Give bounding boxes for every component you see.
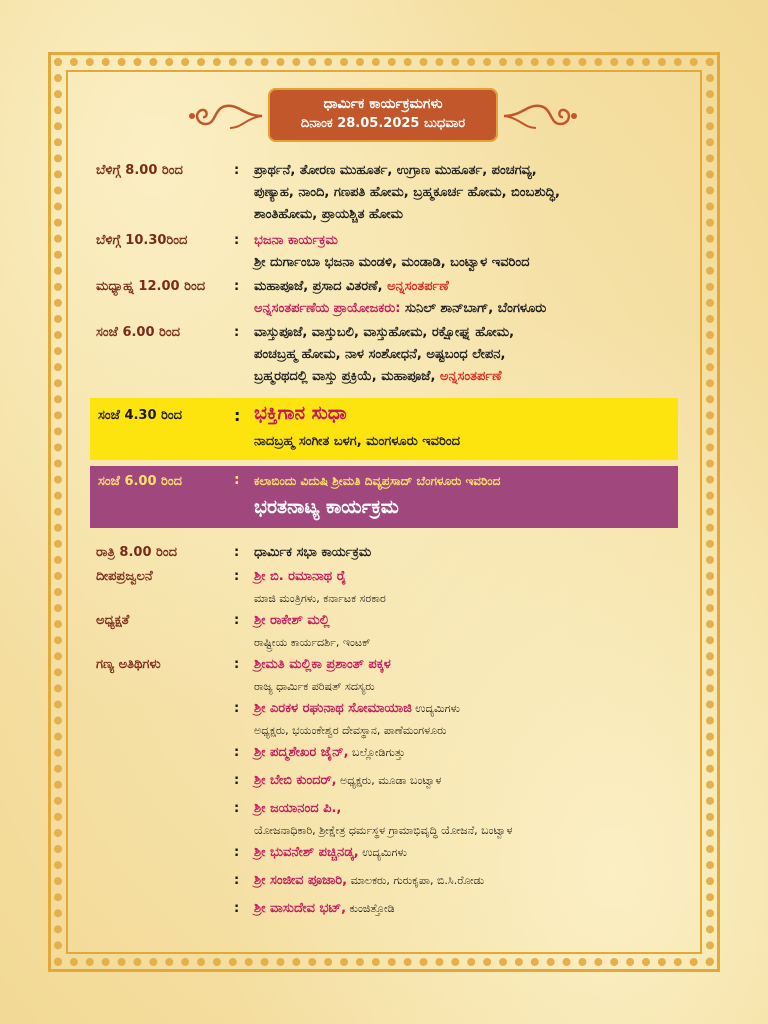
bhaktigana-band: ಸಂಜೆ 4.30 ರಿಂದ : ಭಕ್ತಿಗಾನ ಸುಧಾ ನಾದಬ್ರಹ್ಮ ಸಂಗೀತ ಬಳಗ, ಮಂಗಳೂರು ಇವರಿಂದ: [90, 398, 678, 460]
guest-name: ಶ್ರೀ ಎರಕಳ ರಘುನಾಥ ಸೋಮಾಯಾಜಿ: [254, 701, 412, 716]
guest-name: ಶ್ರೀ ಸಂಜೀವ ಪೂಜಾರಿ,: [254, 873, 348, 888]
sponsor-label: ಅನ್ನಸಂತರ್ಪಣೆಯ ಪ್ರಾಯೋಜಕರು:: [254, 301, 401, 316]
guest-inline: ಮಾಲಕರು, ಗುರುಕೃಪಾ, ಬಿ.ಸಿ.ರೋಡು: [347, 874, 485, 887]
schedule-time: ಮಧ್ಯಾಹ್ನ 12.00 ರಿಂದ: [96, 279, 206, 294]
band-subtitle: ಕಲಾಬಿಂದು ವಿದುಷಿ ಶ್ರೀಮತಿ ದಿವ್ಯಪ್ರಸಾದ್ ಬೆಂಗಳೂರು ಇವರಿಂದ: [254, 474, 501, 488]
schedule-highlight: ಭಜನಾ ಕಾರ್ಯಕ್ರಮ: [254, 233, 338, 248]
sabha-title: ಧಾರ್ಮಿಕ ಸಭಾ ಕಾರ್ಯಕ್ರಮ: [254, 545, 372, 560]
chair-sub: ರಾಷ್ಟ್ರೀಯ ಕಾರ್ಯದರ್ಶಿ, ಇಂಟಕ್: [254, 636, 371, 649]
schedule-line: ವಾಸ್ತುಪೂಜೆ, ವಾಸ್ತುಬಲಿ, ವಾಸ್ತುಹೋಮ, ರಕ್ಷೋಘ್ನ ಹೋಮ,: [254, 325, 515, 340]
guest-name: ಶ್ರೀ ಬೇಬಿ ಕುಂದರ್,: [254, 773, 337, 788]
bharatanatya-band: ಸಂಜೆ 6.00 ರಿಂದ : ಕಲಾಬಿಂದು ವಿದುಷಿ ಶ್ರೀಮತಿ ದಿವ್ಯಪ್ರಸಾದ್ ಬೆಂಗಳೂರು ಇವರಿಂದ ಭರತನಾಟ್ಯ ಕಾರ್ಯಕ್ರಮ: [90, 466, 678, 528]
schedule-time: ಬೆಳಿಗ್ಗೆ 10.30ರಿಂದ: [96, 233, 188, 248]
schedule-line: ಮಹಾಪೂಜೆ, ಪ್ರಸಾದ ವಿತರಣೆ,: [254, 279, 388, 294]
guest-inline: ಉದ್ಯಮಿಗಳು: [411, 702, 461, 715]
band-time: ಸಂಜೆ 6.00 ರಿಂದ: [98, 474, 183, 489]
schedule-line: ಬ್ರಹ್ಮರಥದಲ್ಲಿ ವಾಸ್ತು ಪ್ರಕ್ರಿಯೆ, ಮಹಾಪೂಜೆ,: [254, 369, 440, 384]
guest-sub: ಅಧ್ಯಕ್ಷರು, ಭಯಂಕೇಶ್ವರ ದೇವಸ್ಥಾನ, ಪಾಣೆಮಂಗಳೂರು: [254, 724, 447, 737]
event-date: ದಿನಾಂಕ 28.05.2025 ಬುಧವಾರ: [300, 116, 466, 131]
guest-inline: ಕುಂಜಿತ್ತೋಡಿ: [346, 902, 395, 915]
schedule-line: ಪ್ರಾರ್ಥನೆ, ತೋರಣ ಮುಹೂರ್ತ, ಉಗ್ರಾಣ ಮುಹೂರ್ತ, ಪಂಚಗವ್ಯ,: [254, 163, 537, 178]
page-title: ಧಾರ್ಮಿಕ ಕಾರ್ಯಕ್ರಮಗಳು: [323, 96, 443, 112]
schedule-line: ಪಂಚಬ್ರಹ್ಮ ಹೋಮ, ನಾಳ ಸಂಶೋಧನೆ, ಅಷ್ಟಬಂಧ ಲೇಪನ,: [254, 347, 506, 362]
guest-name: ಶ್ರೀ ಜಯಾನಂದ ಪಿ.,: [254, 801, 342, 816]
guest-sub: ರಾಜ್ಯ ಧಾರ್ಮಿಕ ಪರಿಷತ್ ಸದಸ್ಯರು: [254, 680, 375, 693]
lamp-sub: ಮಾಜಿ ಮಂತ್ರಿಗಳು, ಕರ್ನಾಟಕ ಸರಕಾರ: [254, 592, 386, 605]
band-subtitle: ನಾದಬ್ರಹ್ಮ ಸಂಗೀತ ಬಳಗ, ಮಂಗಳೂರು ಇವರಿಂದ: [254, 434, 461, 449]
guests-label: ಗಣ್ಯ ಅತಿಥಿಗಳು: [96, 657, 161, 672]
sponsor-name: ಸುನಿಲ್ ಶಾನ್‌ಬಾಗ್, ಬೆಂಗಳೂರು: [400, 301, 547, 316]
annadana-text: ಅನ್ನಸಂತರ್ಪಣೆ: [439, 369, 502, 384]
schedule-line: ಪುಣ್ಯಾಹ, ನಾಂದಿ, ಗಣಪತಿ ಹೋಮ, ಬ್ರಹ್ಮಕೂರ್ಚ ಹೋಮ, ಬಿಂಬಶುದ್ಧಿ,: [254, 185, 560, 200]
guest-name: ಶ್ರೀ ವಾಸುದೇವ ಭಟ್,: [254, 901, 347, 916]
annadana-text: ಅನ್ನಸಂತರ್ಪಣೆ: [387, 279, 449, 294]
guest-name: ಶ್ರೀಮತಿ ಮಲ್ಲಿಕಾ ಪ್ರಶಾಂತ್ ಪಕ್ಕಳ: [254, 657, 391, 672]
guest-inline: ಅಧ್ಯಕ್ಷರು, ಮೂಡಾ ಬಂಟ್ವಾಳ: [336, 774, 442, 787]
guest-name: ಶ್ರೀ ಪದ್ಮಶೇಖರ ಜೈನ್,: [254, 745, 349, 760]
band-title: ಭರತನಾಟ್ಯ ಕಾರ್ಯಕ್ರಮ: [254, 496, 399, 518]
guest-sub: ಯೋಜನಾಧಿಕಾರಿ, ಶ್ರೀಕ್ಷೇತ್ರ ಧರ್ಮಸ್ಥಳ ಗ್ರಾಮಾಭಿವೃದ್ಧಿ ಯೋಜನೆ, ಬಂಟ್ವಾಳ: [254, 824, 513, 837]
schedule-time: ಸಂಜೆ 6.00 ರಿಂದ: [96, 325, 181, 340]
lamp-label: ದೀಪಪ್ರಜ್ವಲನೆ: [96, 569, 153, 584]
title-plaque: [268, 88, 498, 142]
chair-label: ಅಧ್ಯಕ್ಷತೆ: [96, 613, 130, 628]
sabha-time: ರಾತ್ರಿ 8.00 ರಿಂದ: [96, 545, 178, 560]
lamp-name: ಶ್ರೀ ಬಿ. ರಮಾನಾಥ ರೈ: [254, 569, 347, 584]
guest-name: ಶ್ರೀ ಭುವನೇಶ್ ಪಚ್ಚಿನಡ್ಕ,: [254, 845, 359, 860]
schedule-time: ಬೆಳಿಗ್ಗೆ 8.00 ರಿಂದ: [96, 163, 183, 178]
schedule-line: ಶಾಂತಿಹೋಮ, ಪ್ರಾಯಶ್ಚಿತ ಹೋಮ: [254, 207, 403, 222]
left-flourish-icon: [184, 98, 264, 134]
band-title: ಭಕ್ತಿಗಾನ ಸುಧಾ: [254, 402, 347, 424]
guest-inline: ಬಲ್ಲೋಡಿಗುತ್ತು: [348, 746, 406, 759]
chair-name: ಶ್ರೀ ರಾಕೇಶ್ ಮಲ್ಲಿ: [254, 613, 330, 628]
band-time: ಸಂಜೆ 4.30 ರಿಂದ: [98, 408, 183, 423]
schedule-line: ಶ್ರೀ ದುರ್ಗಾಂಬಾ ಭಜನಾ ಮಂಡಳಿ, ಮಂಡಾಡಿ, ಬಂಟ್ವಾಳ ಇವರಿಂದ: [254, 255, 530, 270]
right-flourish-icon: [502, 98, 582, 134]
guest-inline: ಉದ್ಯಮಿಗಳು: [358, 846, 407, 859]
